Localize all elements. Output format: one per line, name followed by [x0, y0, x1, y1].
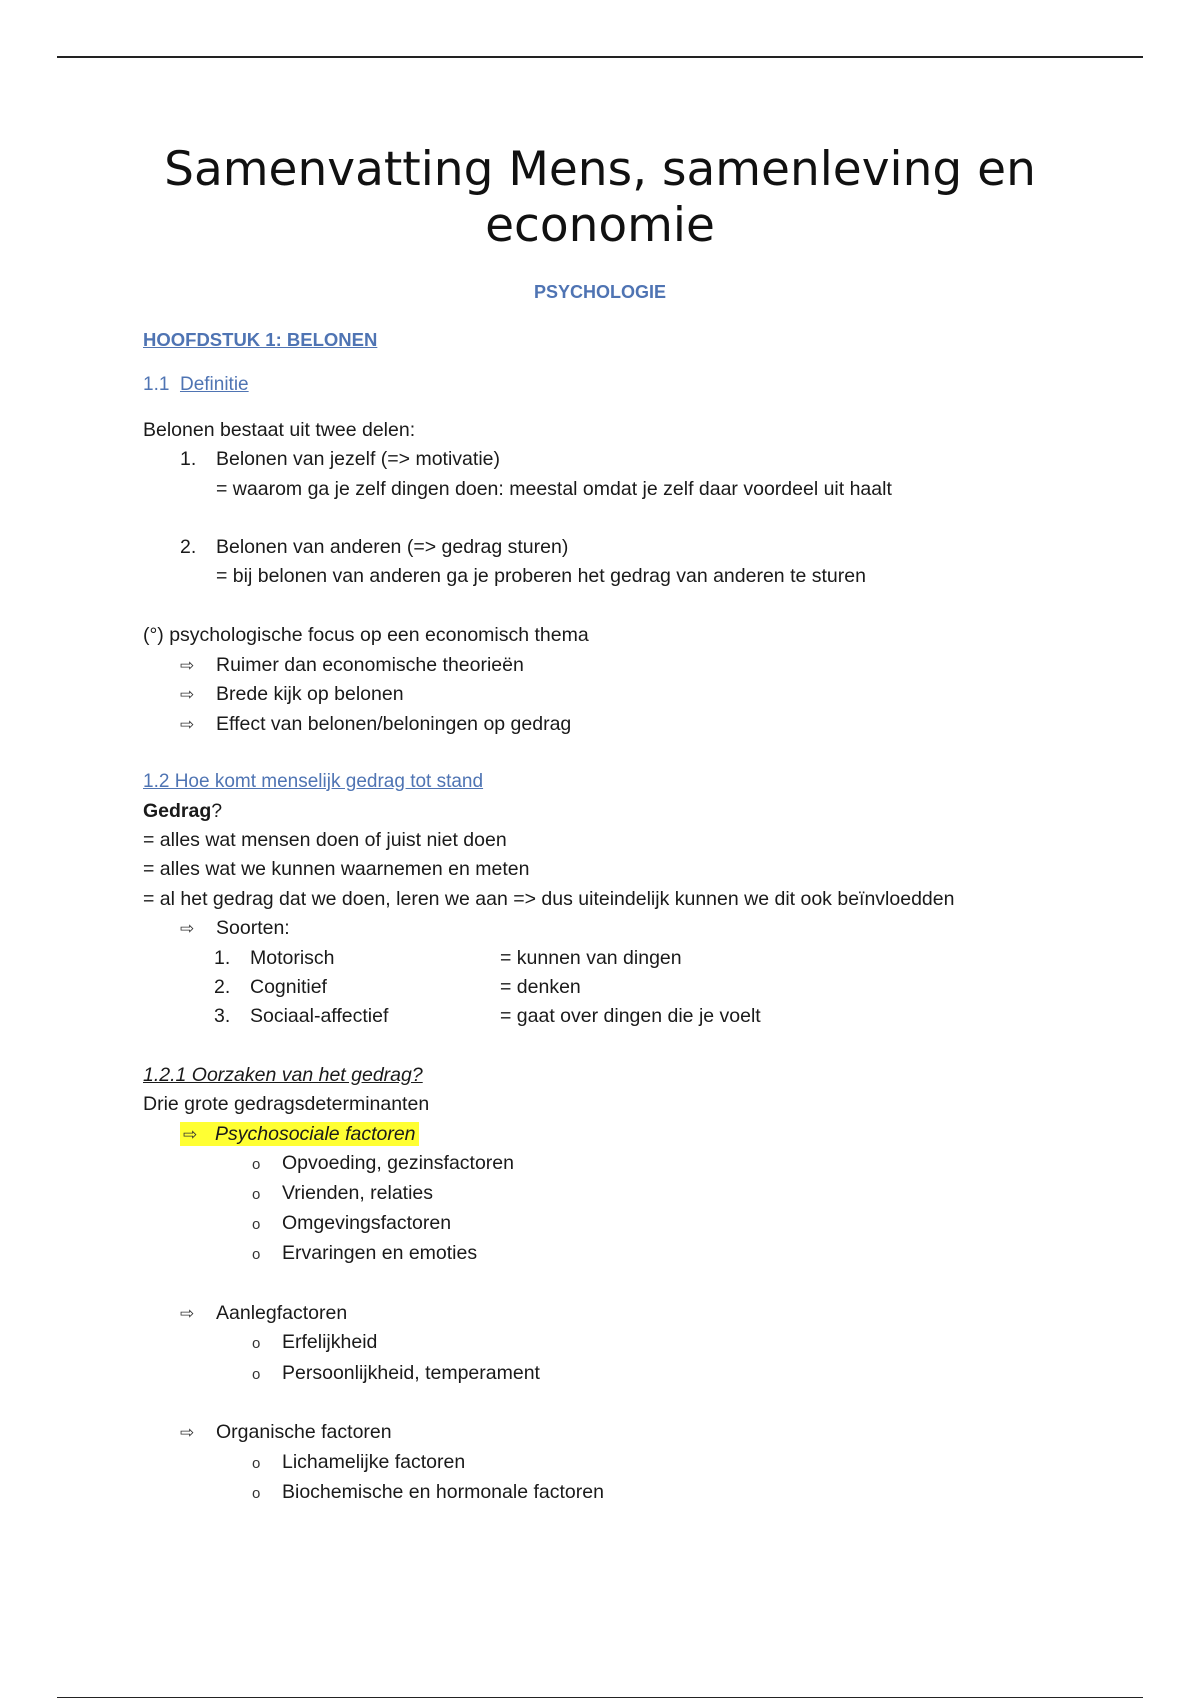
term-suffix: ?	[211, 800, 223, 822]
section-1-1-heading	[143, 371, 249, 399]
list-text: Effect van belonen/beloningen op gedrag	[216, 713, 572, 735]
arrow-right-icon: ⇨	[180, 656, 195, 675]
arrow-right-icon: ⇨	[180, 1423, 195, 1442]
subject-heading: PSYCHOLOGIE	[533, 282, 667, 302]
list-item	[180, 533, 568, 561]
soort-def: = denken	[500, 976, 581, 998]
circle-bullet-icon: o	[252, 1455, 261, 1472]
section-number: 1.1	[143, 374, 170, 395]
list-number: 2.	[180, 536, 197, 558]
arrow-right-icon: ⇨	[180, 685, 195, 704]
soort-row	[214, 944, 814, 972]
circle-bullet-icon: o	[252, 1246, 261, 1263]
section-1-2-1-heading: 1.2.1 Oorzaken van het gedrag?	[143, 1064, 423, 1086]
list-text: Soorten:	[216, 917, 290, 939]
section-title: Definitie	[179, 374, 249, 395]
list-item	[180, 710, 571, 739]
arrow-right-icon: ⇨	[180, 919, 195, 938]
section-title: 1.2 Hoe komt menselijk gedrag tot stand	[143, 771, 484, 792]
term: Gedrag	[143, 800, 212, 822]
soort-name: Motorisch	[250, 947, 335, 969]
soort-def: = kunnen van dingen	[500, 947, 682, 969]
list-title: Belonen van anderen (=> gedrag sturen)	[216, 536, 569, 558]
list-number: 1.	[214, 947, 231, 969]
factor-label: Organische factoren	[216, 1421, 392, 1443]
drie-text: Drie grote gedragsdeterminanten	[143, 1093, 430, 1115]
list-item: o Persoonlijkheid, temperament	[252, 1359, 540, 1389]
soort-row	[214, 1002, 814, 1030]
focus-text: (°) psychologische focus op een economisch thema	[143, 624, 589, 646]
list-item	[180, 914, 290, 943]
list-text: Brede kijk op belonen	[216, 683, 404, 705]
circle-bullet-icon: o	[252, 1366, 261, 1383]
arrow-right-icon: ⇨	[183, 1125, 198, 1144]
list-desc: = waarom ga je zelf dingen doen: meestal omdat je zelf daar voordeel uit haalt	[216, 478, 892, 500]
list-number: 2.	[214, 976, 231, 998]
definition-line: = al het gedrag dat we doen, leren we aan => dus uiteindelijk kunnen we dit ook beïnvloedden	[143, 888, 955, 910]
circle-bullet-icon: o	[252, 1485, 261, 1502]
factor-heading	[180, 1120, 419, 1149]
soort-name: Cognitief	[250, 976, 327, 998]
list-text: Ruimer dan economische theorieën	[216, 654, 524, 676]
gedrag-term	[143, 797, 222, 825]
list-item	[180, 680, 404, 709]
circle-bullet-icon: o	[252, 1216, 261, 1233]
list-item: o Vrienden, relaties	[252, 1179, 433, 1209]
list-title: Belonen van jezelf (=> motivatie)	[216, 448, 500, 470]
definition-line: = alles wat mensen doen of juist niet doen	[143, 829, 507, 851]
list-item: o Lichamelijke factoren	[252, 1448, 465, 1478]
factor-heading	[180, 1299, 347, 1328]
list-number: 1.	[180, 448, 197, 470]
circle-bullet-icon: o	[252, 1335, 261, 1352]
list-item: o Ervaringen en emoties	[252, 1239, 477, 1269]
list-item: o Omgevingsfactoren	[252, 1209, 451, 1239]
list-item: o Erfelijkheid	[252, 1328, 377, 1358]
section-1-2-heading	[143, 768, 483, 796]
arrow-right-icon: ⇨	[180, 1304, 195, 1323]
arrow-right-icon: ⇨	[180, 715, 195, 734]
list-item: o Biochemische en hormonale factoren	[252, 1478, 604, 1508]
list-item: o Opvoeding, gezinsfactoren	[252, 1149, 514, 1179]
factor-heading	[180, 1418, 392, 1447]
circle-bullet-icon: o	[252, 1156, 261, 1173]
list-desc: = bij belonen van anderen ga je proberen het gedrag van anderen te sturen	[216, 565, 866, 587]
circle-bullet-icon: o	[252, 1186, 261, 1203]
intro-text: Belonen bestaat uit twee delen:	[143, 419, 416, 441]
chapter-heading: HOOFDSTUK 1: BELONEN	[143, 329, 378, 350]
list-item	[180, 445, 500, 473]
soort-row	[214, 973, 814, 1001]
soort-def: = gaat over dingen die je voelt	[500, 1005, 761, 1027]
factor-label: Aanlegfactoren	[216, 1302, 348, 1324]
factor-label: Psychosociale factoren	[215, 1123, 416, 1145]
header-rule	[57, 56, 1143, 58]
document-title: Samenvatting Mens, samenleving en economie	[164, 142, 1036, 253]
list-number: 3.	[214, 1005, 231, 1027]
definition-line: = alles wat we kunnen waarnemen en meten	[143, 858, 530, 880]
list-item	[180, 651, 524, 680]
soort-name: Sociaal-affectief	[250, 1005, 389, 1027]
footer-rule	[57, 1697, 1143, 1698]
